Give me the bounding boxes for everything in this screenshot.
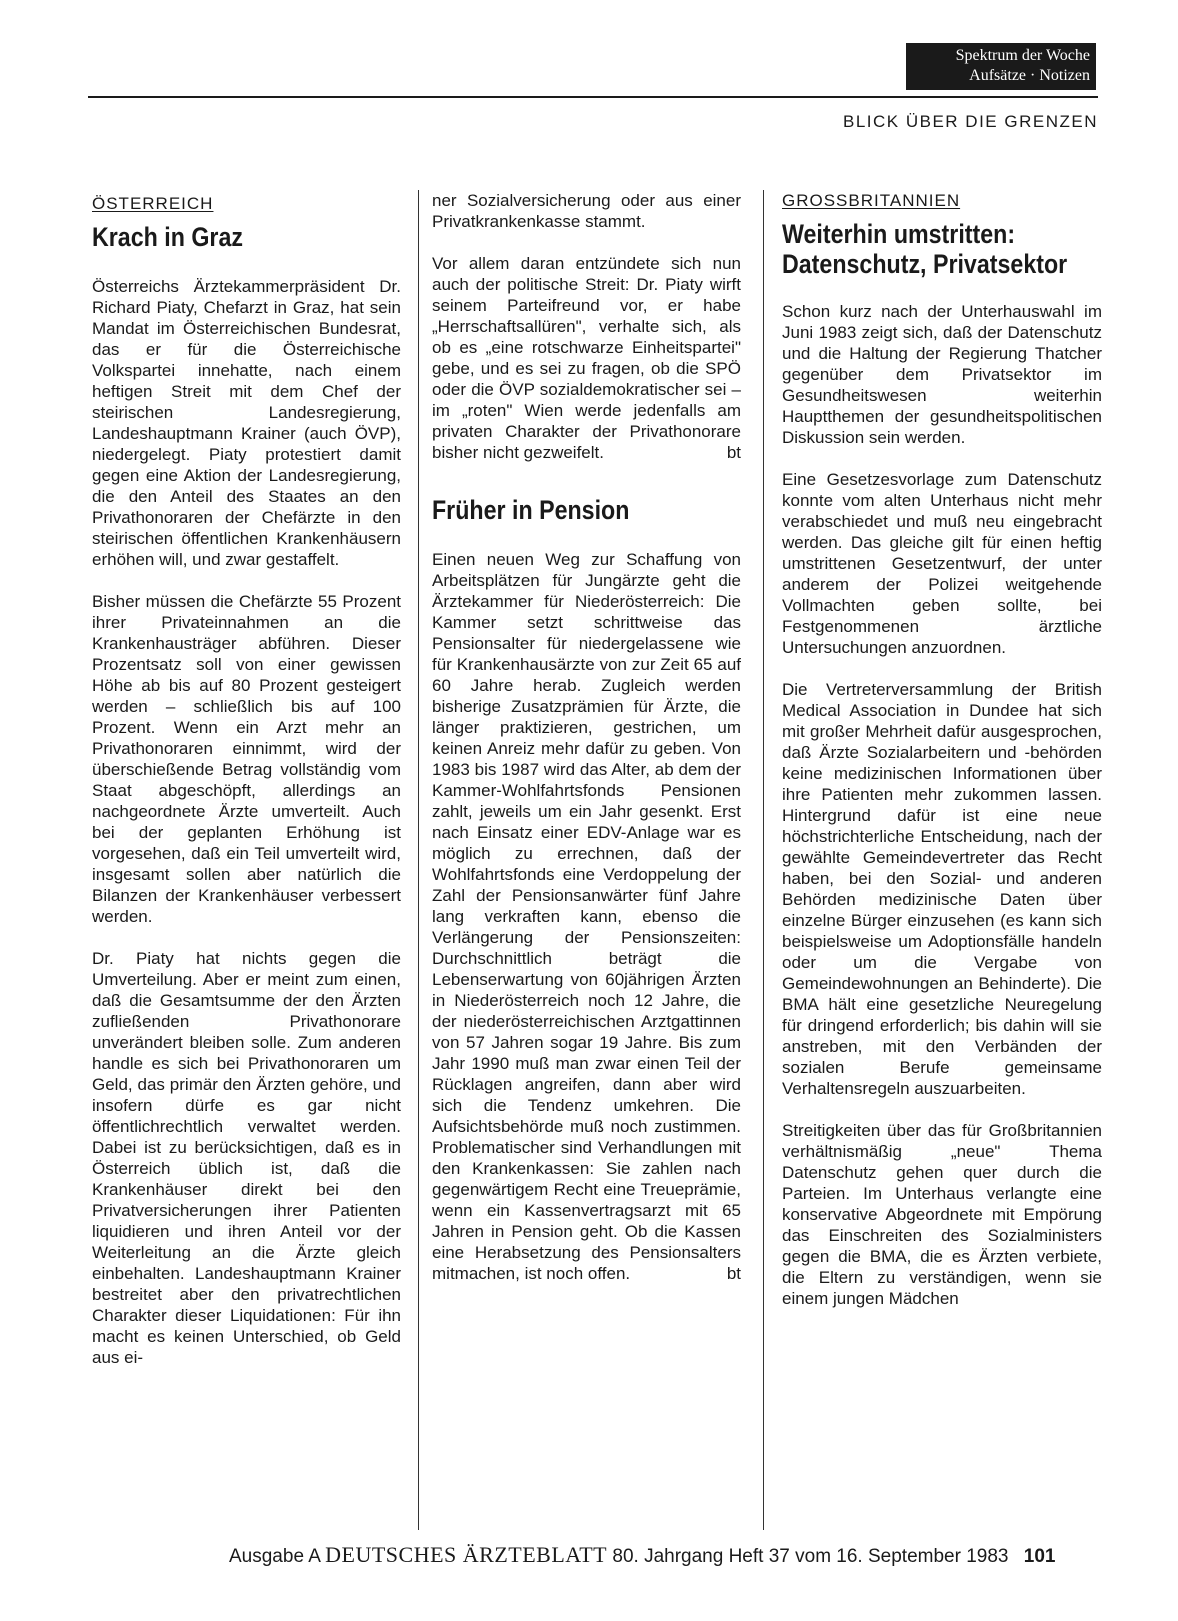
paragraph [432, 549, 741, 1284]
column-britain [782, 190, 1102, 1330]
badge-line-2: Aufsätze · Notizen [969, 67, 1090, 84]
country-label: ÖSTERREICH [92, 194, 214, 213]
paragraph: Die Vertreterversammlung der British Medical Association in Dundee hat sich mit großer Mehrheit dafür ausgesprochen, daß Ärzte Sozialarbeitern und -behörden keine medizinischen Informationen über ihre Patienten mehr zukommen lassen. Hintergrund dafür ist eine neue höchstrichterliche Entscheidung, nach der gewählte Gemeindevertreter das Recht haben, bei den Sozial- und anderen Behörden medizinische Daten über einzelne Bürger einzusehen (es kann sich beispielsweise um Adoptionsfälle handeln oder um die Vergabe von Gemeindewohnungen an Behinderte). Die BMA hält eine gesetzliche Neuregelung für dringend erforderlich; bis dahin will sie anstreben, mit den Verbänden der sozialen Berufe gemeinsame Verhaltensregeln auszuarbeiten. [782, 680, 1102, 1098]
column-middle [432, 190, 741, 1305]
footer-issue: 80. Jahrgang Heft 37 vom 16. September 1983 [612, 1546, 1009, 1567]
headline-line-1: Weiterhin umstritten: [782, 219, 1016, 249]
article-headline [782, 219, 1068, 279]
paragraph: Bisher müssen die Chefärzte 55 Prozent ihrer Privateinnahmen an die Krankenhausträger abführen. Dieser Prozentsatz soll von einer gewissen Höhe ab bis auf 80 Prozent gesteigert werden – schließlich bis auf 100 Prozent. Wenn ein Arzt mehr an Privathonoraren einnimmt, wird der überschießende Betrag vollständig vom Staat abgeschöpft, allerdings an nachgeordnete Ärzte umverteilt. Auch bei der geplanten Erhöhung ist vorgesehen, daß ein Teil umverteilt wird, insgesamt sollen aber natürlich die Bilanzen der Krankenhäuser verbessert werden. [92, 592, 401, 926]
country-label: GROSSBRITANNIEN [782, 191, 961, 210]
section-title: BLICK ÜBER DIE GRENZEN [843, 112, 1098, 131]
author-initials: bt [726, 1264, 741, 1283]
paragraph: Österreichs Ärztekammerpräsident Dr. Richard Piaty, Chefarzt in Graz, hat sein Mandat im Österreichischen Bundesrat, das er für die Österreichische Volkspartei innehatte, nach einem heftigen Streit mit dem Chef der steirischen Landesregierung, Landeshauptmann Krainer (auch ÖVP), niedergelegt. Piaty protestiert damit gegen eine Aktion der Landesregierung, die den Anteil des Staates an den Privathonoraren der Chefärzte in den steirischen öffentlichen Krankenhäusern erhöhen will, und zwar gestaffelt. [92, 277, 401, 569]
footer-edition: Ausgabe A [229, 1546, 320, 1567]
section-badge [906, 43, 1096, 90]
paragraph-text: Einen neuen Weg zur Schaffung von Arbeitsplätzen für Jungärzte geht die Ärztekammer für Niederösterreich: Die Kammer setzt schrittweise das Pensionsalter für niedergelassene wie für Krankenhausärzte von zur Zeit 65 auf 60 Jahre herab. Zugleich werden bisherige Zusatzprämien für Ärzte, die länger praktizieren, gestrichen, um keinen Anreiz mehr dafür zu geben. Von 1983 bis 1987 wird das Alter, ab dem der Kammer-Wohlfahrtsfonds Pensionen zahlt, jeweils um ein Jahr gesenkt. Erst nach Einsatz einer EDV-Anlage war es möglich zu errechnen, daß der Wohlfahrtsfonds eine Verdoppelung der Zahl der Pensionsanwärter fünf Jahre lang verkraften kann, ebenso die Verlängerung der Pensionszeiten: Durchschnittlich beträgt die Lebenserwartung von 60jährigen Ärzten in Niederösterreich noch 12 Jahre, die der niederösterreichischen Arztgattinnen von 57 Jahren sogar 19 Jahre. Bis zum Jahr 1990 muß man zwar einen Teil der Rücklagen angreifen, dann aber wird sich die Tendenz umkehren. Die Aufsichtsbehörde muß noch zustimmen. Problematischer sind Verhandlungen mit den Krankenkassen: Sie zahlen nach gegenwärtigem Recht eine Treueprämie, wenn ein Kassenvertragsarzt mit 65 Jahren in Pension geht. Ob die Kassen eine Herabsetzung des Pensionsalters mitmachen, ist noch offen. [432, 550, 741, 1283]
paragraph: ner Sozialversicherung oder aus einer Privatkrankenkasse stammt. [432, 191, 741, 231]
column-divider [418, 190, 419, 1530]
footer-magazine: DEUTSCHES ÄRZTEBLATT [325, 1542, 608, 1567]
paragraph: Streitigkeiten über das für Großbritannien verhältnismäßig „neue" Thema Datenschutz gehen quer durch die Parteien. Im Unterhaus verlangte eine konservative Abgeordnete mit Empörung das Einschreiten des Sozialministers gegen die BMA, die es Ärzten verbiete, die Eltern zu verständigen, wenn sie einem jungen Mädchen [782, 1121, 1102, 1308]
paragraph [432, 253, 741, 463]
column-austria [92, 193, 401, 1389]
author-initials: bt [726, 443, 741, 462]
badge-line-1: Spektrum der Woche [955, 47, 1090, 64]
paragraph: Schon kurz nach der Unterhauswahl im Juni 1983 zeigt sich, daß der Datenschutz und die Haltung der Regierung Thatcher gegenüber dem Privatsektor im Gesundheitswesen weiterhin Hauptthemen der gesundheitspolitischen Diskussion sein werden. [782, 302, 1102, 447]
paragraph: Dr. Piaty hat nichts gegen die Umverteilung. Aber er meint zum einen, daß die Gesamtsumme der den Ärzten zufließenden Privathonorare unverändert bleiben solle. Zum anderen handle es sich bei Privathonoraren um Geld, das primär den Ärzten gehöre, und insofern dürfe es gar nicht öffentlichrechtlich verwaltet werden. Dabei ist zu berücksichtigen, daß es in Österreich üblich ist, daß die Krankenhäuser direkt bei den Privatversicherungen ihrer Patienten liquidieren und ihren Anteil vor der Weiterleitung an die Ärzte gleich einbehalten. Landeshauptmann Krainer bestreitet aber den privatrechtlichen Charakter dieser Liquidationen: Für ihn macht es keinen Unterschied, ob Geld aus ei- [92, 949, 401, 1367]
paragraph-text: Vor allem daran entzündete sich nun auch der politische Streit: Dr. Piaty wirft seinem Parteifreund vor, er habe „Herrschaftsallüren", verhalte sich, als ob es „eine rotschwarze Einheitspartei" gebe, und es sei zu fragen, ob die SPÖ oder die ÖVP sozialdemokratischer sei – im „roten" Wien werde jedenfalls am privaten Charakter der Privathonorare bisher nicht gezweifelt. [432, 254, 741, 462]
article-headline: Früher in Pension [432, 495, 630, 525]
headline-line-2: Datenschutz, Privatsektor [782, 249, 1068, 279]
page-number: 101 [1023, 1546, 1056, 1567]
article-headline: Krach in Graz [92, 222, 243, 252]
column-divider [763, 190, 764, 1530]
paragraph: Eine Gesetzesvorlage zum Datenschutz konnte vom alten Unterhaus nicht mehr verabschiedet und muß neu eingebracht werden. Das gleiche gilt für einen heftig umstrittenen Gesetzentwurf, der unter anderem der Polizei weitgehende Vollmachten geben sollte, bei Festgenommenen ärztliche Untersuchungen anzuordnen. [782, 470, 1102, 657]
header-rule [88, 96, 1098, 98]
page-footer [229, 1542, 1055, 1568]
